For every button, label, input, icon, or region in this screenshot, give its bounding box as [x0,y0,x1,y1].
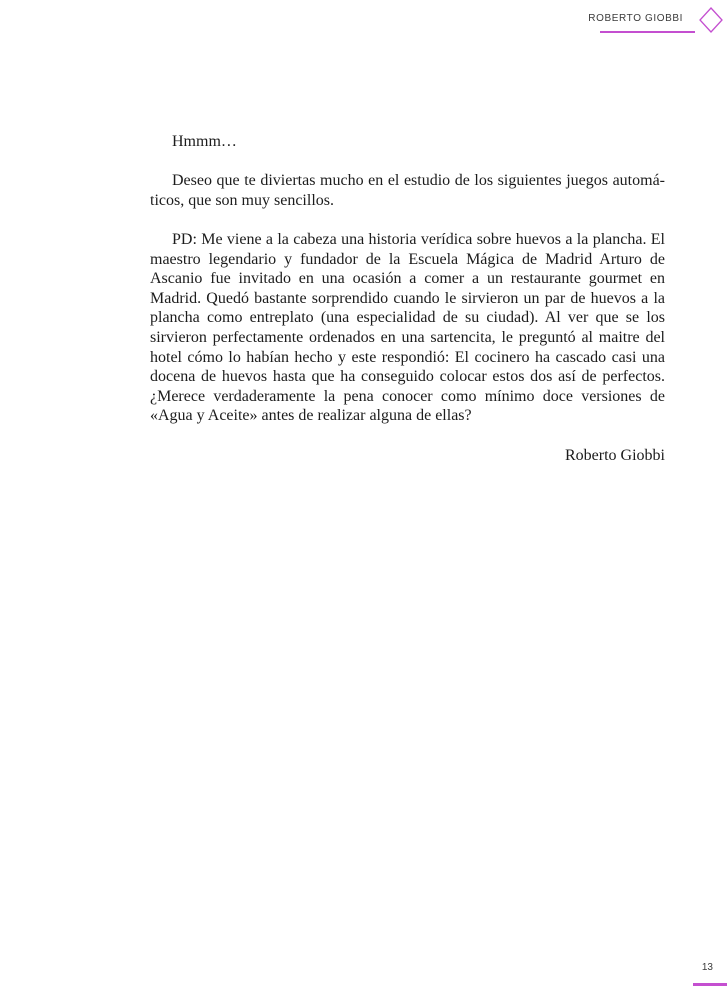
paragraph-greeting: Hmmm… [172,133,237,150]
header-author-name: ROBERTO GIOBBI [588,13,683,24]
paragraph-postscript: PD: Me viene a la cabeza una historia verídica sobre huevos a la plancha. El maestro legendario y fundador de la Escuela Mágica de Madrid Arturo de Ascanio fue invitado en una ocasión a comer a un restaurante gourmet en Madrid. Quedó bastante sorprendido cuando le sirvieron un par de huevos a la plancha como entreplato (una especialidad de su ciudad). Al ver que se los sirvieron perfectamente ordenados en una sartencita, le preguntó al maitre del hotel cómo lo habían hecho y este respondió: El cocinero ha cascado casi una docena de huevos hasta que ha conseguido colocar estos dos así de perfectos. ¿Merece verdaderamente la pena conocer como mínimo doce versiones de «Agua y Aceite» antes de realizar alguna de ellas? [150,230,665,425]
paragraph-intro: Deseo que te diviertas mucho en el estudio de los siguientes juegos automáticos, que son muy sencillos. [150,172,665,209]
page-body [150,132,665,485]
running-header [0,0,727,40]
footer-accent-bar [693,983,727,986]
diamond-outline-icon [695,4,727,36]
header-underline [600,31,695,33]
signature: Roberto Giobbi [565,446,665,464]
page-number: 13 [701,962,713,973]
